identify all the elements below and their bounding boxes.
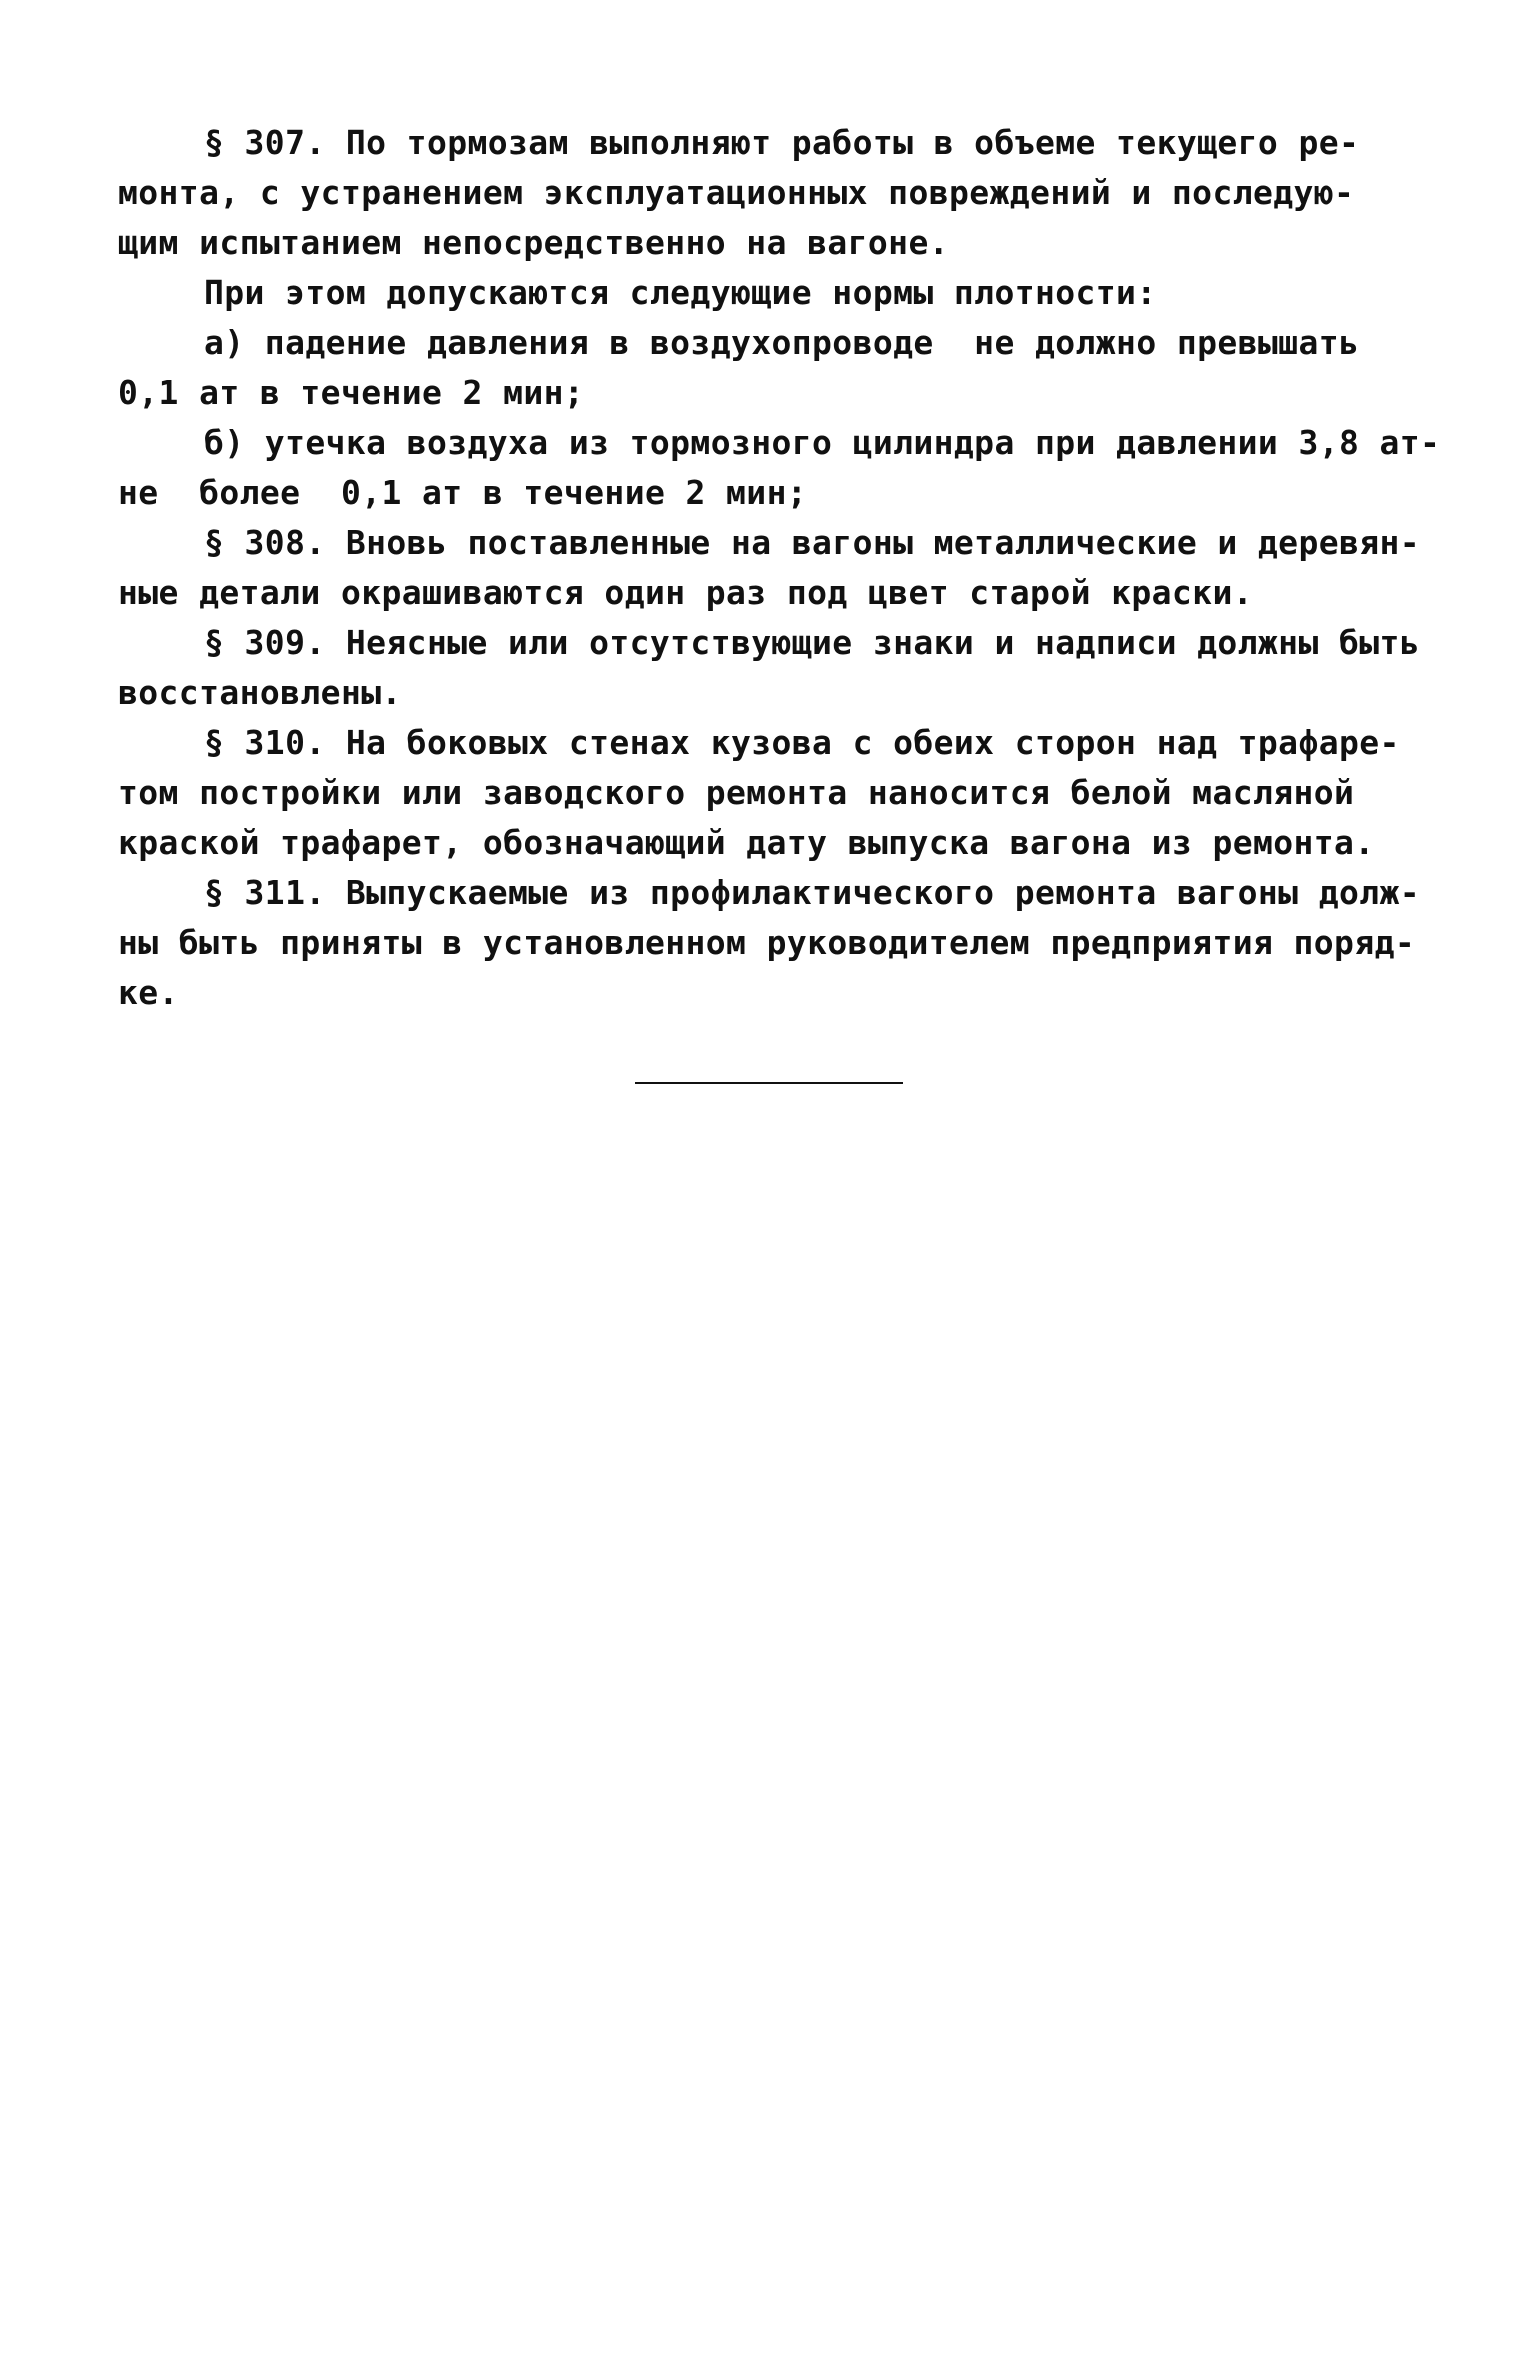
text-line: монта, с устранением эксплуатационных повреждений и последую-: [118, 173, 1355, 212]
text-line: При этом допускаются следующие нормы плотности:: [204, 273, 1157, 312]
text-line: том постройки или заводского ремонта наносится белой масляной: [118, 773, 1355, 812]
text-line: восстановлены.: [118, 673, 402, 712]
text-line: б) утечка воздуха из тормозного цилиндра при давлении 3,8 ат-: [204, 423, 1441, 462]
text-line: ке.: [118, 973, 179, 1012]
text-line: краской трафарет, обозначающий дату выпуска вагона из ремонта.: [118, 823, 1375, 862]
end-rule: [635, 1082, 903, 1084]
text-line: § 310. На боковых стенах кузова с обеих сторон над трафаре-: [204, 723, 1400, 762]
text-line: ны быть приняты в установленном руководителем предприятия поряд-: [118, 923, 1416, 962]
text-line: § 311. Выпускаемые из профилактического ремонта вагоны долж-: [204, 873, 1421, 912]
text-line: щим испытанием непосредственно на вагоне.: [118, 223, 949, 262]
text-line: § 309. Неясные или отсутствующие знаки и надписи должны быть: [204, 623, 1421, 662]
text-line: а) падение давления в воздухопроводе не должно превышать: [204, 323, 1360, 362]
document-body: [118, 118, 1441, 1018]
text-line: 0,1 ат в течение 2 мин;: [118, 373, 585, 412]
text-line: § 307. По тормозам выполняют работы в объеме текущего ре-: [204, 123, 1360, 162]
text-line: § 308. Вновь поставленные на вагоны металлические и деревян-: [204, 523, 1421, 562]
text-line: ные детали окрашиваются один раз под цвет старой краски.: [118, 573, 1253, 612]
text-line: не более 0,1 ат в течение 2 мин;: [118, 473, 808, 512]
